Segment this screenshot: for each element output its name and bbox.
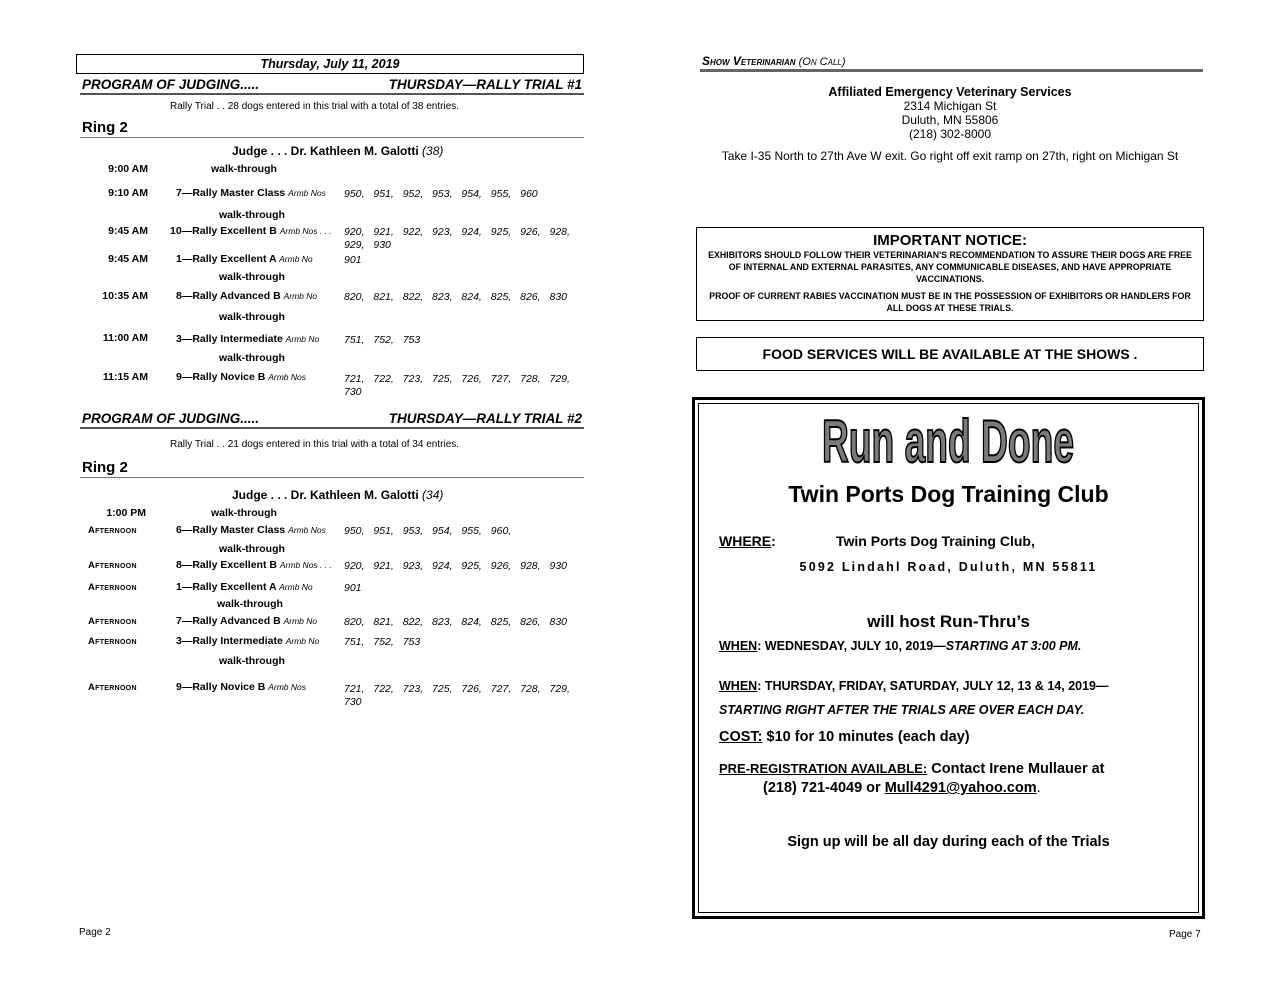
trial1-row-0-walk: walk-through [211, 163, 277, 175]
armband-label: Armb No [283, 291, 318, 301]
trial1-row-3-class [170, 225, 332, 237]
trial2-row-3-numbers: 920, 921, 923, 924, 925, 926, 928, 930 [344, 560, 567, 572]
prereg-contact: Contact Irene Mullauer at [931, 761, 1105, 777]
trial2-row-7-time: Afternoon [88, 636, 137, 647]
trial1-row-1-class [176, 187, 326, 199]
armband-label: Armb Nos . . . [279, 560, 332, 570]
ad-club-name: Twin Ports Dog Training Club [788, 481, 1109, 507]
vet-heading: Show Veterinarian [702, 54, 796, 68]
trial2-row-6-class [176, 615, 317, 627]
trial2-row-1-class [176, 524, 326, 536]
notice-title: IMPORTANT NOTICE: [873, 232, 1027, 249]
trial2-row-3-time: Afternoon [88, 560, 137, 571]
ad-signup: Sign up will be all day during each of the Trials [787, 834, 1110, 850]
trial2-judge-name: Judge . . . Dr. Kathleen M. Galotti [232, 488, 419, 502]
trial2-row-2-walk: walk-through [219, 543, 285, 555]
trial2-row-4-numbers: 901 [344, 582, 362, 594]
trial2-row-1-time: Afternoon [88, 525, 137, 536]
date-header: Thursday, July 11, 2019 [76, 54, 584, 74]
trial2-row-3-class [176, 559, 332, 571]
trial1-ring: Ring 2 [82, 119, 128, 136]
ad-when-2: WHEN: THURSDAY, FRIDAY, SATURDAY, JULY 12, 13 & 14, 2019— [719, 679, 1109, 693]
class-name: 6—Rally Master Class [176, 524, 286, 536]
trial1-program-label: PROGRAM OF JUDGING..... [82, 77, 260, 92]
left-page-number: Page 2 [79, 927, 111, 938]
when-1-text: WEDNESDAY, JULY 10, 2019— [764, 639, 946, 653]
right-page-number: Page 7 [1169, 929, 1201, 940]
trial1-note: Rally Trial . . 28 dogs entered in this trial with a total of 38 entries. [170, 101, 460, 112]
trial1-row-10-class [176, 371, 306, 383]
armband-label: Armb No [279, 254, 313, 264]
trial1-header [80, 77, 584, 95]
trial2-row-8-walk: walk-through [219, 655, 285, 667]
trial1-row-5-walk: walk-through [219, 271, 285, 283]
trial1-row-1-time: 9:10 AM [108, 187, 148, 199]
armband-label: Armb Nos [268, 682, 307, 692]
vet-oncall: (On Call) [798, 56, 846, 68]
trial1-row-10-numbers: 721, 722, 723, 725, 726, 727, 728, 729, 730 [344, 373, 570, 398]
food-services-notice: FOOD SERVICES WILL BE AVAILABLE AT THE SHOWS . [696, 337, 1204, 371]
ad-preregistration [719, 761, 1105, 777]
class-name: 1—Rally Excellent A [176, 253, 277, 265]
cost-label: COST: [719, 729, 763, 745]
vet-directions: Take I-35 North to 27th Ave W exit. Go right off exit ramp on 27th, right on Michigan St [721, 149, 1179, 163]
prereg-label: PRE-REGISTRATION AVAILABLE: [719, 761, 928, 776]
notice-parasites: EXHIBITORS SHOULD FOLLOW THEIR VETERINARIAN'S RECOMMENDATION TO ASSURE THEIR DOGS ARE FREE OF INTERNAL AND EXTERNAL PARASITES, ANY COMMUNICABLE DISEASES, AND HAVE APPROPRIATE VACCINATIONS. [708, 250, 1192, 284]
when-label: WHEN [719, 639, 758, 653]
trial1-row-9-walk: walk-through [219, 352, 285, 364]
trial2-ring-row [80, 459, 584, 478]
armband-label: Armb No [285, 636, 320, 646]
trial1-judge-count: (38) [422, 144, 444, 158]
cost-value: $10 for 10 minutes (each day) [766, 729, 970, 745]
when-2-text: THURSDAY, FRIDAY, SATURDAY, JULY 12, 13 & 14, 2019— [764, 679, 1109, 693]
important-notice [696, 227, 1204, 321]
when-label: WHEN [719, 679, 758, 693]
ad-when-2-start: STARTING RIGHT AFTER THE TRIALS ARE OVER EACH DAY. [719, 703, 1085, 717]
trial1-row-6-time: 10:35 AM [102, 290, 148, 302]
class-name: 9—Rally Novice B [176, 371, 266, 383]
trial2-row-9-class [176, 681, 306, 693]
trial2-row-0-walk: walk-through [211, 507, 277, 519]
trial1-row-6-numbers: 820, 821, 822, 823, 824, 825, 826, 830 [344, 291, 567, 303]
trial1-row-6-class [176, 290, 317, 302]
trial1-trial-label: THURSDAY—RALLY TRIAL #1 [388, 77, 582, 92]
trial2-note: Rally Trial . . 21 dogs entered in this trial with a total of 34 entries. [170, 439, 460, 450]
trial2-row-4-class [176, 581, 313, 593]
trial1-row-2-walk: walk-through [219, 209, 285, 221]
class-name: 8—Rally Excellent B [176, 559, 277, 571]
vet-city: Duluth, MN 55806 [901, 113, 999, 127]
trial2-row-4-time: Afternoon [88, 582, 137, 593]
ad-where-club: Twin Ports Dog Training Club, [836, 533, 1035, 549]
class-name: 7—Rally Advanced B [176, 615, 281, 627]
ad-where: WHERE: [719, 533, 776, 549]
vet-phone: (218) 302-8000 [908, 127, 992, 141]
trial1-row-0-time: 9:00 AM [108, 163, 148, 175]
ad-address: 5092 Lindahl Road, Duluth, MN 55811 [799, 560, 1098, 574]
trial2-row-9-time: Afternoon [88, 682, 137, 693]
class-name: 9—Rally Novice B [176, 681, 266, 693]
trial1-row-3-numbers: 920, 921, 922, 923, 924, 925, 926, 928, 929, 930 [344, 226, 570, 251]
class-name: 8—Rally Advanced B [176, 290, 281, 302]
armband-label: Armb Nos [268, 372, 307, 382]
vet-org: Affiliated Emergency Veterinary Services [828, 85, 1072, 99]
armband-label: Armb Nos [288, 525, 326, 535]
ad-host: will host Run-Thru’s [867, 612, 1030, 631]
armband-label: Armb No [285, 334, 320, 344]
class-name: 1—Rally Excellent A [176, 581, 277, 593]
trial2-trial-label: THURSDAY—RALLY TRIAL #2 [388, 411, 582, 426]
trial1-ring-row [80, 119, 584, 138]
trial1-judge-name: Judge . . . Dr. Kathleen M. Galotti [232, 144, 419, 158]
trial1-row-4-class [176, 253, 313, 265]
run-and-done-text: Run and Done [821, 407, 1075, 473]
trial1-row-8-class [176, 333, 319, 345]
ad-email-link[interactable]: Mull4291@yahoo.com [884, 780, 1037, 796]
armband-label: Armb No [283, 616, 318, 626]
trial2-ring: Ring 2 [82, 459, 128, 476]
vet-street: 2314 Michigan St [903, 99, 997, 113]
trial1-row-3-time: 9:45 AM [108, 225, 148, 237]
trial1-row-8-time: 11:00 AM [102, 332, 148, 344]
trial2-row-6-numbers: 820, 821, 822, 823, 824, 825, 826, 830 [344, 616, 567, 628]
trial1-row-4-time: 9:45 AM [108, 253, 148, 265]
trial2-row-7-class [176, 635, 319, 647]
armband-label: Armb Nos . . . [279, 226, 332, 236]
trial1-row-10-time: 11:15 AM [102, 371, 148, 383]
vet-info [700, 85, 1200, 141]
trial2-row-9-numbers: 721, 722, 723, 725, 726, 727, 728, 729, 730 [344, 683, 570, 708]
ad-phone: (218) 721-4049 or [763, 780, 881, 796]
armband-label: Armb Nos [288, 188, 326, 198]
trial1-row-8-numbers: 751, 752, 753 [344, 334, 421, 346]
trial2-judge-count: (34) [422, 488, 444, 502]
ad-phone-email: (218) 721-4049 or Mull4291@yahoo.com. [763, 780, 1041, 796]
trial2-row-1-numbers: 950, 951, 953, 954, 955, 960, [344, 525, 512, 537]
when-1-start: STARTING AT 3:00 PM. [945, 639, 1082, 653]
trial1-row-1-numbers: 950, 951, 952, 953, 954, 955, 960 [344, 188, 538, 200]
trial2-header [80, 411, 584, 429]
class-name: 10—Rally Excellent B [170, 225, 277, 237]
trial2-judge [232, 488, 443, 502]
class-name: 3—Rally Intermediate [176, 635, 283, 647]
trial2-row-0-time: 1:00 PM [106, 507, 146, 519]
where-label: WHERE [719, 533, 772, 549]
trial2-row-5-walk: walk-through [217, 598, 283, 610]
vet-header [700, 54, 1203, 72]
trial1-row-4-numbers: 901 [344, 254, 362, 266]
ad-cost [719, 729, 970, 745]
trial2-row-6-time: Afternoon [88, 616, 137, 627]
trial2-row-7-numbers: 751, 752, 753 [344, 636, 421, 648]
trial1-row-7-walk: walk-through [219, 311, 285, 323]
run-and-done-title [700, 398, 1197, 473]
class-name: 7—Rally Master Class [176, 187, 286, 199]
trial1-judge [232, 144, 443, 158]
trial2-program-label: PROGRAM OF JUDGING..... [82, 411, 260, 426]
armband-label: Armb No [279, 582, 313, 592]
class-name: 3—Rally Intermediate [176, 333, 283, 345]
notice-rabies: PROOF OF CURRENT RABIES VACCINATION MUST BE IN THE POSSESSION OF EXHIBITORS OR HANDLERS FOR ALL DOGS AT THESE TRIALS. [709, 291, 1191, 313]
ad-when-1: WHEN: WEDNESDAY, JULY 10, 2019—STARTING AT 3:00 PM. [719, 639, 1082, 653]
